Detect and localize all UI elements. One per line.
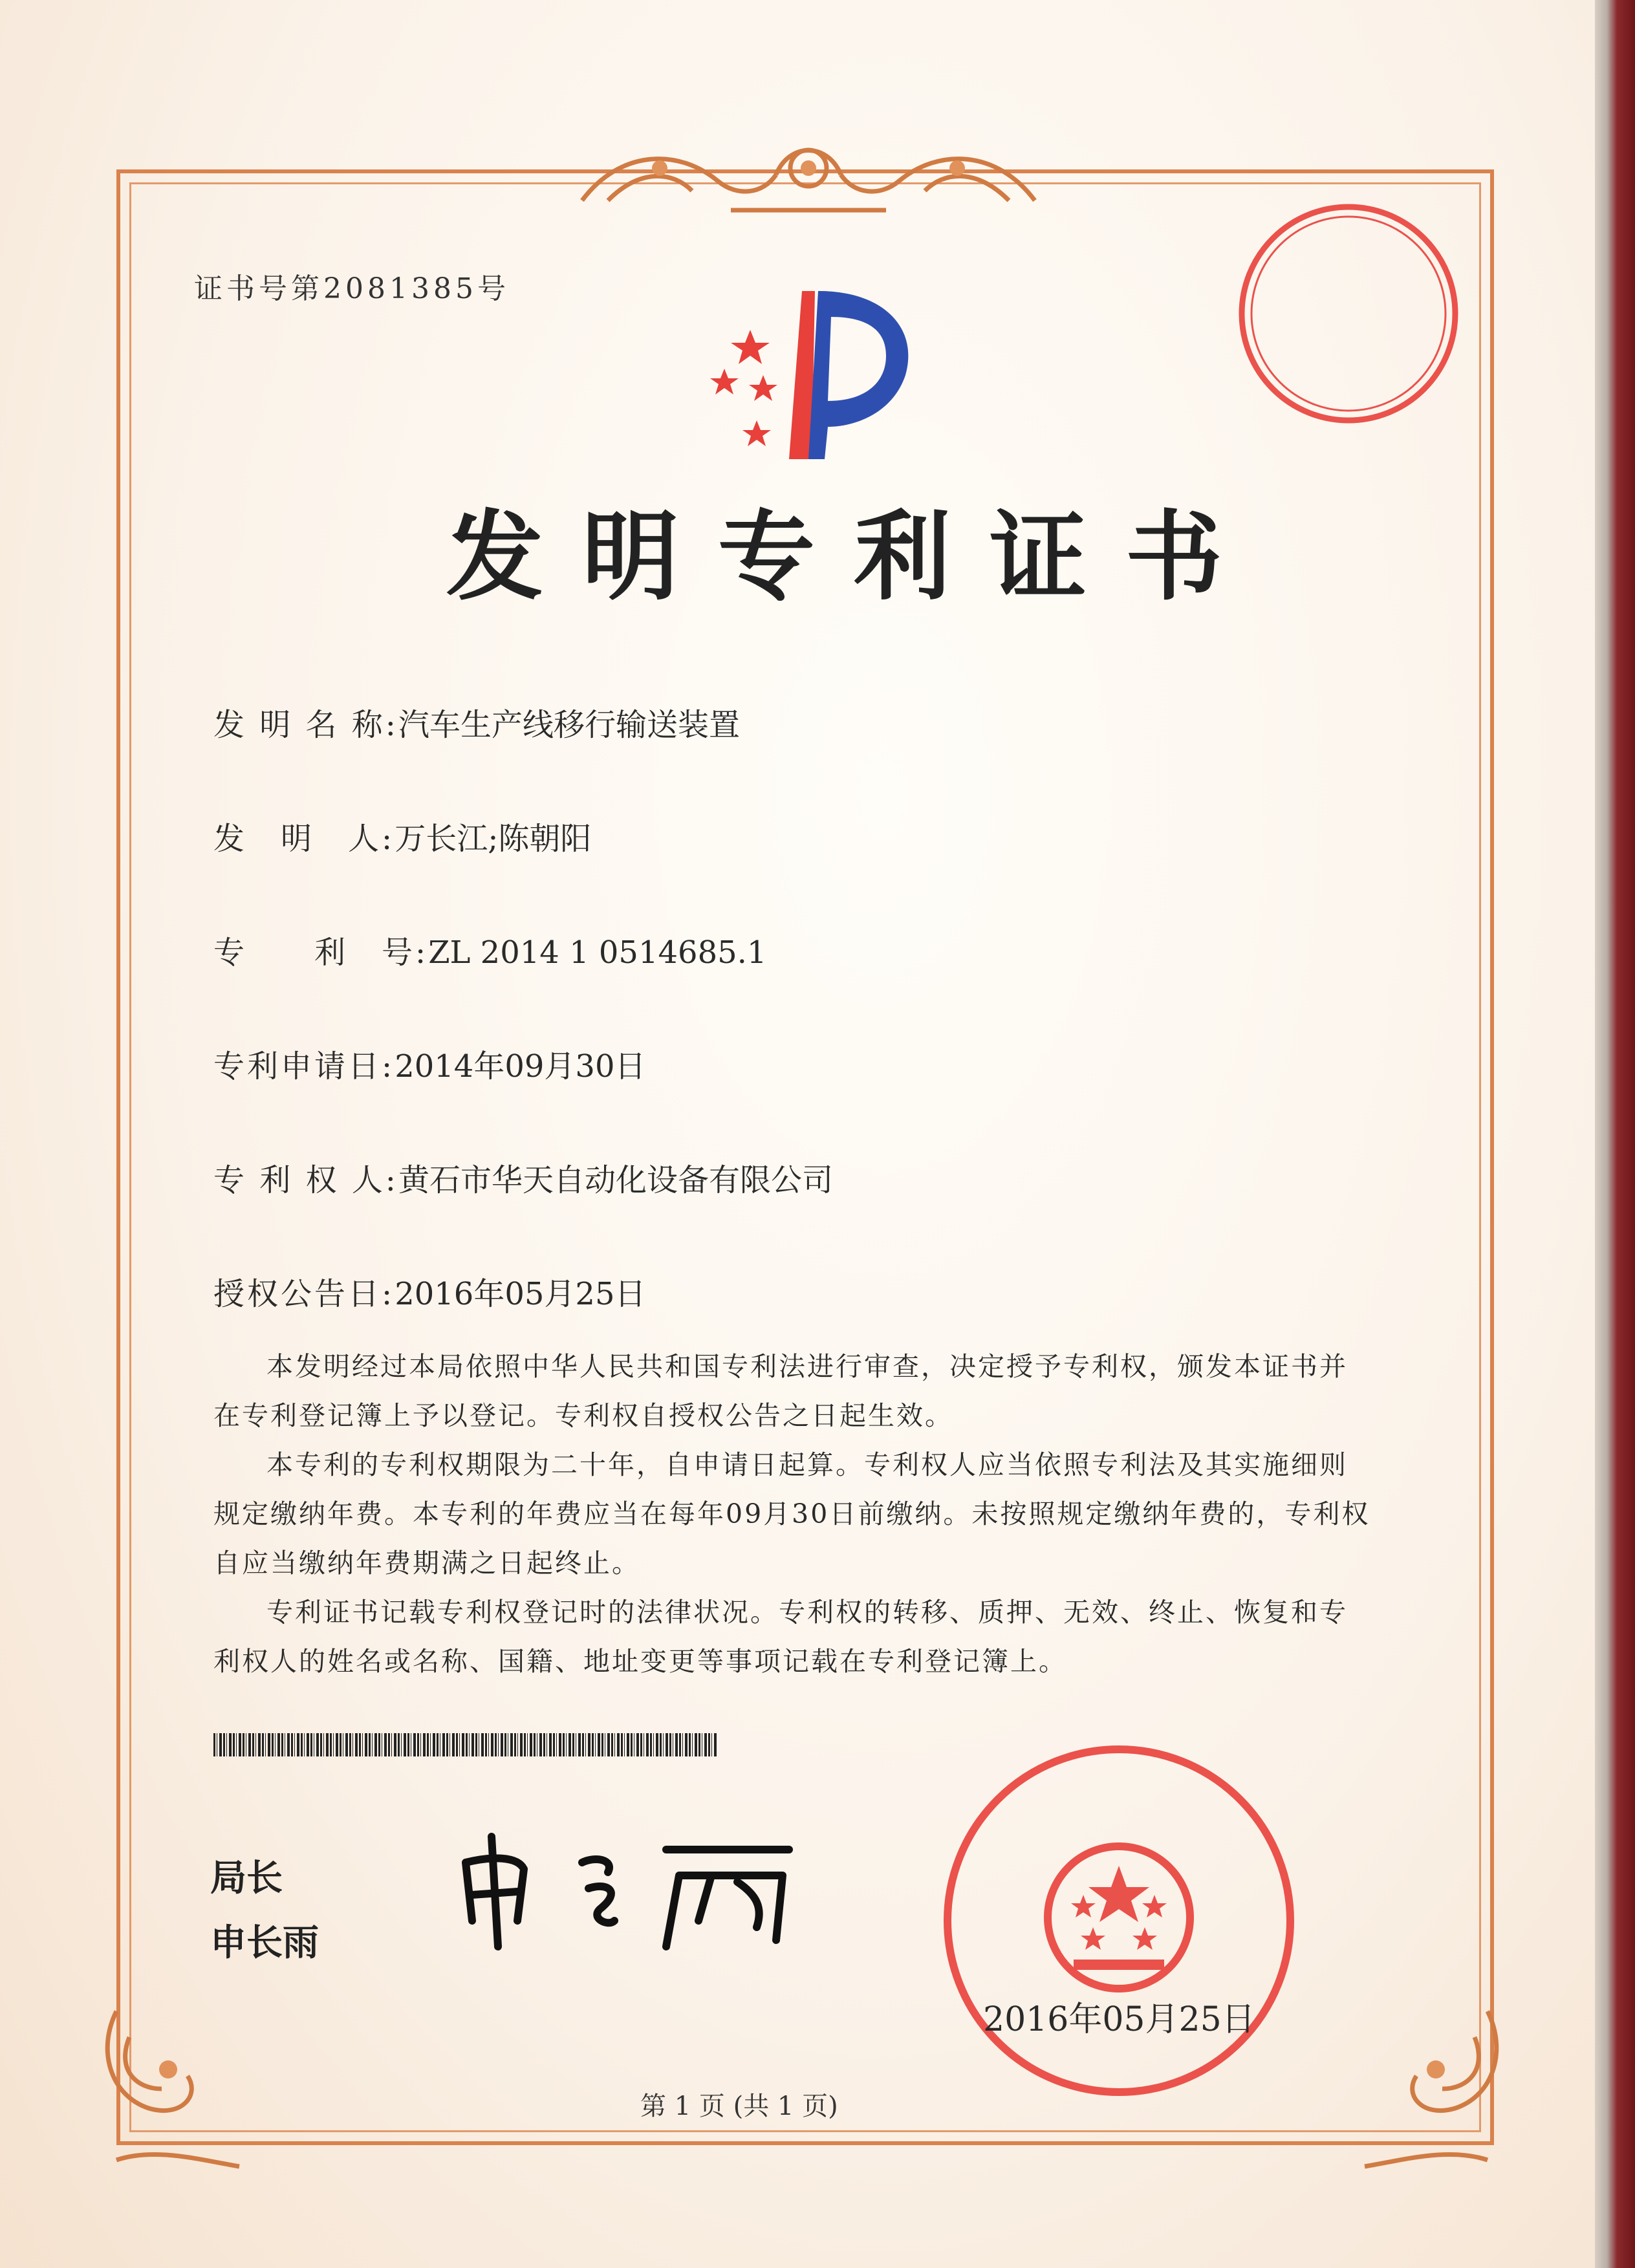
bottom-right-ornament bbox=[1345, 1998, 1513, 2179]
field-patent-no bbox=[213, 927, 766, 972]
body-paragraph: 专利证书记载专利权登记时的法律状况。专利权的转移、质押、无效、终止、恢复和专利权人的姓名或名称、国籍、地址变更等事项记载在专利登记簿上。 bbox=[213, 1597, 1348, 1677]
field-label: 授权公告日: bbox=[213, 1276, 395, 1312]
field-value: 汽车生产线移行输送装置 bbox=[398, 707, 740, 743]
body-paragraph: 本专利的专利权期限为二十年，自申请日起算。专利权人应当依照专利法及其实施细则规定缴纳年费。本专利的年费应当在每年09月30日前缴纳。未按照规定缴纳年费的，专利权自应当缴纳年费期满之日起终止。 bbox=[213, 1449, 1370, 1579]
certificate-title: 发明专利证书 bbox=[446, 500, 1262, 614]
field-value: ZL 2014 1 0514685.1 bbox=[428, 934, 767, 971]
field-label: 专利申请日: bbox=[213, 1048, 395, 1085]
signatory-title: 局长 bbox=[210, 1857, 283, 1899]
handwritten-signature bbox=[453, 1824, 815, 1953]
field-patentee bbox=[213, 1155, 833, 1200]
field-grant-date bbox=[213, 1269, 646, 1313]
field-value: 万长江;陈朝阳 bbox=[395, 821, 592, 857]
seal-date: 2016年05月25日 bbox=[983, 2000, 1255, 2039]
bottom-left-ornament bbox=[91, 1998, 259, 2179]
body-paragraph: 本发明经过本局依照中华人民共和国专利法进行审查，决定授予专利权，颁发本证书并在专利登记簿上予以登记。专利权自授权公告之日起生效。 bbox=[213, 1351, 1348, 1431]
certificate-number: 证书号第2081385号 bbox=[194, 272, 510, 305]
patent-office-logo bbox=[679, 278, 925, 466]
page-number: 第 1 页 (共 1 页) bbox=[640, 2091, 838, 2121]
field-value: 2014年09月30日 bbox=[395, 1048, 646, 1085]
top-ornament bbox=[569, 123, 1048, 226]
field-label: 发 明 人: bbox=[213, 821, 395, 857]
field-label: 专 利 权 人: bbox=[213, 1162, 398, 1198]
certificate-body-text bbox=[213, 1342, 1371, 1686]
national-ip-office-seal bbox=[938, 1740, 1300, 2102]
binding-spine bbox=[1595, 0, 1635, 2268]
barcode bbox=[213, 1733, 718, 1756]
field-label: 专 利 号: bbox=[213, 934, 429, 971]
field-value: 黄石市华天自动化设备有限公司 bbox=[398, 1162, 833, 1198]
signatory-name: 申长雨 bbox=[210, 1922, 319, 1964]
tax-stamp-seal bbox=[1235, 200, 1462, 427]
field-inventors bbox=[213, 814, 591, 858]
field-value: 2016年05月25日 bbox=[395, 1276, 646, 1312]
field-label: 发 明 名 称: bbox=[213, 707, 398, 743]
field-invention-name bbox=[213, 700, 740, 744]
field-filing-date bbox=[213, 1041, 646, 1086]
